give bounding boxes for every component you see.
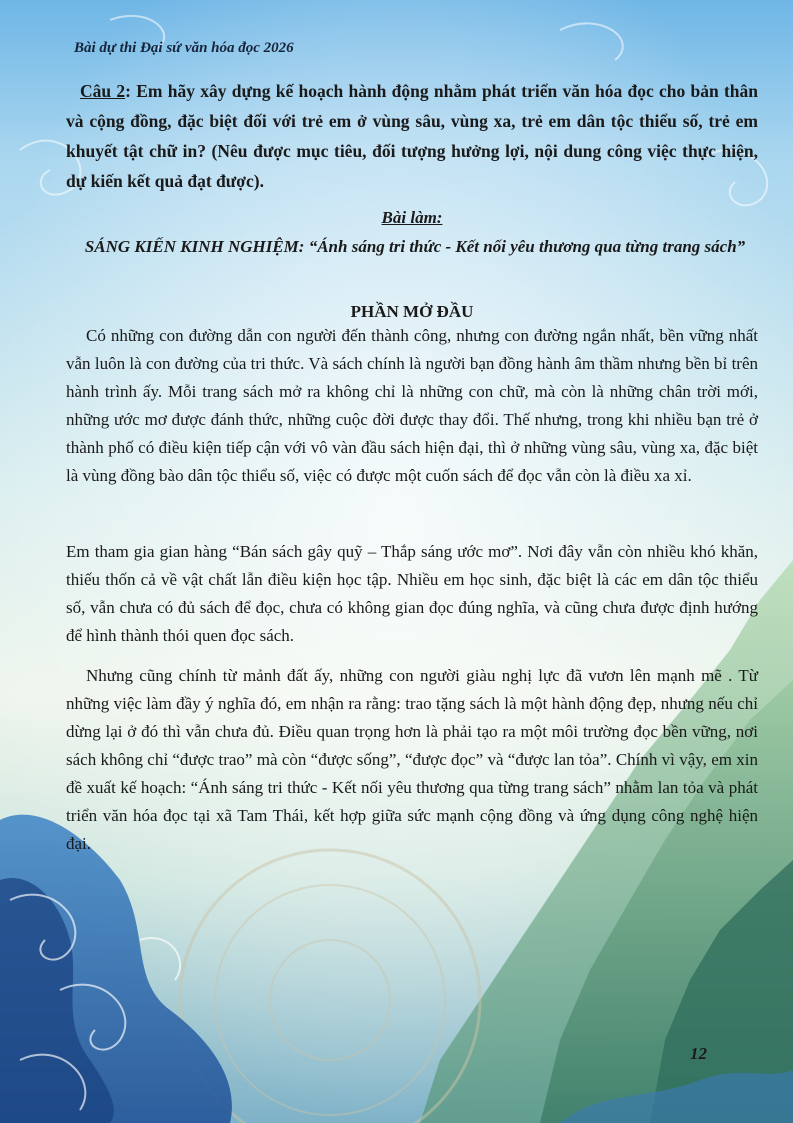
- paragraph-proposal: Nhưng cũng chính từ mảnh đất ấy, những con người giàu nghị lực đã vươn lên mạnh mẽ . Từ những việc làm đầy ý nghĩa đó, em nhận ra rằng: trao tặng sách là một hành động đẹp, nhưng nếu chỉ dừng lại ở đó thì vẫn chưa đủ. Điều quan trọng hơn là phải tạo ra một môi trường đọc bền vững, nơi sách không chỉ “được trao” mà còn “được sống”, “được đọc” và “được lan tỏa”. Chính vì vậy, em xin đề xuất kế hoạch: “Ánh sáng tri thức - Kết nối yêu thương qua từng trang sách” nhằm lan tỏa và phát triển văn hóa đọc tại xã Tam Thái, kết hợp giữa sức mạnh cộng đồng và ứng dụng công nghệ hiện đại.: [66, 666, 758, 853]
- contest-header: Bài dự thi Đại sứ văn hóa đọc 2026: [74, 40, 294, 56]
- initiative-title: SÁNG KIẾN KINH NGHIỆM: “Ánh sáng tri thức - Kết nối yêu thương qua từng trang sách”: [84, 237, 746, 256]
- section-heading: PHẦN MỞ ĐẦU: [350, 302, 474, 321]
- question-label: Câu 2: [80, 81, 126, 101]
- paragraph-booth: Em tham gia gian hàng “Bán sách gây quỹ – Thắp sáng ước mơ”. Nơi đây vẫn còn nhiều khó khăn, thiếu thốn cả về vật chất lẫn điều kiện học tập. Nhiều em học sinh, đặc biệt là các em dân tộc thiểu số, vẫn chưa có đủ sách để đọc, chưa có không gian đọc đúng nghĩa, và cũng chưa được định hướng để hình thành thói quen đọc sách.: [66, 542, 758, 645]
- question-text: : Em hãy xây dựng kế hoạch hành động nhằm phát triển văn hóa đọc cho bản thân và cộng đồng, đặc biệt đối với trẻ em ở vùng sâu, vùng xa, trẻ em dân tộc thiểu số, trẻ em khuyết tật chữ in? (Nêu được mục tiêu, đối tượng hưởng lợi, nội dung công việc thực hiện, dự kiến kết quả đạt được).: [66, 81, 758, 191]
- answer-title: Bài làm:: [381, 208, 443, 227]
- page-number: 12: [690, 1044, 707, 1063]
- paragraph-intro: Có những con đường dẫn con người đến thành công, nhưng con đường ngắn nhất, bền vững nhất vẫn luôn là con đường của tri thức. Và sách chính là người bạn đồng hành âm thầm nhưng bền bỉ trên hành trình ấy. Mỗi trang sách mở ra không chỉ là những con chữ, mà còn là những chân trời mới, những ước mơ được đánh thức, những cuộc đời được thay đổi. Thế nhưng, trong khi nhiều bạn trẻ ở thành phố có điều kiện tiếp cận với vô vàn đầu sách hiện đại, thì ở những vùng sâu, vùng xa, đặc biệt là vùng đồng bào dân tộc thiểu số, việc có được một cuốn sách để đọc vẫn còn là điều xa xỉ.: [66, 326, 758, 485]
- question-block: [66, 76, 758, 196]
